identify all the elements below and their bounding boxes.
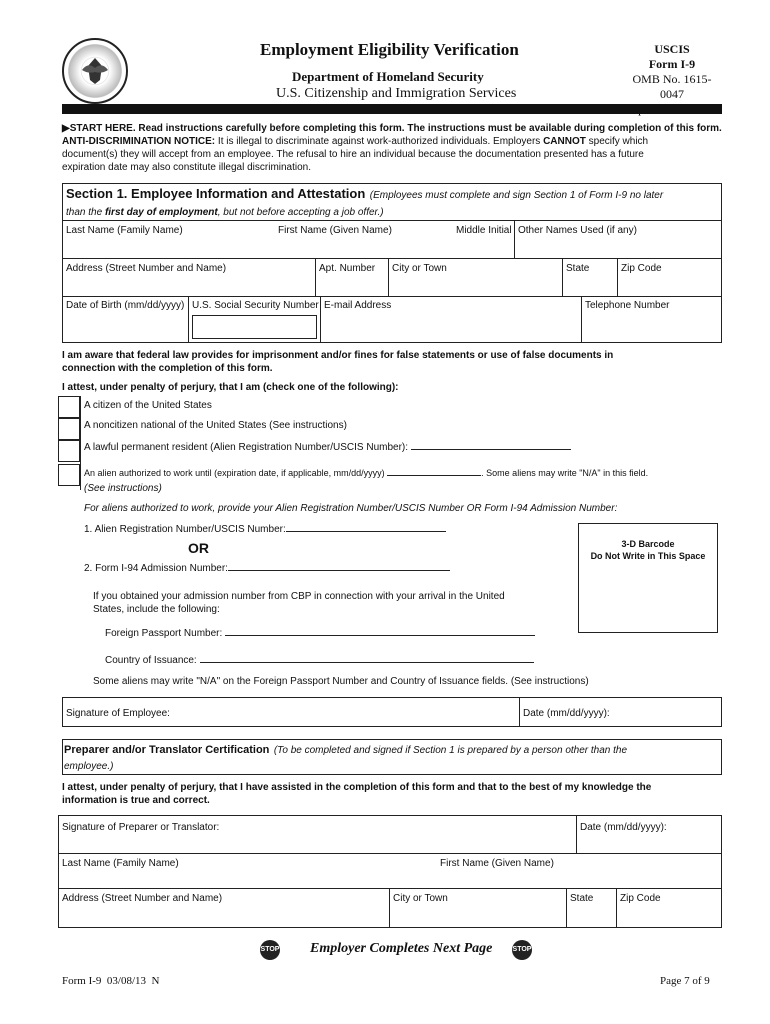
aware-line-1: I am aware that federal law provides for imprisonment and/or fines for false statements or use of false documents in	[62, 350, 614, 361]
intro-block	[62, 122, 727, 174]
preparer-first-name-label: First Name (Given Name)	[440, 858, 554, 869]
anti-line-3: expiration date may also constitute illegal discrimination.	[62, 162, 312, 173]
email-label: E-mail Address	[324, 300, 392, 311]
passport-input[interactable]	[225, 635, 535, 636]
alien-registration-input[interactable]	[286, 531, 446, 532]
lpr-checkbox[interactable]	[58, 440, 80, 462]
ssn-input[interactable]	[192, 315, 317, 339]
alien-see-instructions: (See instructions)	[84, 483, 162, 494]
ssn-label: U.S. Social Security Number	[192, 300, 319, 311]
city-label: City or Town	[392, 263, 447, 274]
cbp-line-1: If you obtained your admission number from CBP in connection with your arrival in the United	[93, 591, 505, 602]
preparer-state-label: State	[570, 893, 594, 904]
alien-expiration-field[interactable]	[387, 475, 481, 476]
cbp-line-2: States, include the following:	[93, 604, 220, 615]
barcode-line-2: Do Not Write in This Space	[590, 551, 706, 561]
preparer-last-name-label: Last Name (Family Name)	[62, 858, 179, 869]
lpr-text: A lawful permanent resident (Alien Registration Number/USCIS Number):	[84, 442, 409, 453]
or-text: OR	[188, 540, 209, 556]
dob-label: Date of Birth (mm/dd/yyyy)	[66, 300, 185, 311]
department-name: Department of Homeland Security	[292, 69, 484, 84]
country-input[interactable]	[200, 662, 534, 663]
preparer-city-label: City or Town	[393, 893, 448, 904]
other-names-label: Other Names Used (if any)	[518, 225, 637, 236]
stop-icon-right: STOP	[512, 940, 532, 960]
middle-initial-label: Middle Initial	[456, 225, 512, 236]
preparer-note: (To be completed and signed if Section 1 is prepared by a person other than the	[273, 745, 628, 756]
last-first-name-input[interactable]	[66, 238, 511, 256]
barcode-text	[578, 538, 718, 562]
note-b: first day of employment	[104, 207, 218, 218]
form-number: Form I-9	[648, 57, 696, 71]
address-label: Address (Street Number and Name)	[66, 263, 227, 274]
i94-item	[84, 563, 450, 574]
preparer-title: Preparer and/or Translator Certification	[64, 744, 270, 756]
lpr-option	[84, 442, 571, 453]
employee-signature-label: Signature of Employee:	[66, 708, 170, 719]
preparer-heading	[64, 742, 719, 774]
address-input[interactable]	[66, 276, 311, 294]
alien-na-text: . Some aliens may write "N/A" in this field.	[481, 468, 649, 478]
item2-label: 2. Form I-94 Admission Number:	[84, 563, 228, 574]
preparer-note-2: employee.)	[64, 761, 114, 772]
apt-label: Apt. Number	[319, 263, 376, 274]
aware-line-2: connection with the completion of this form.	[62, 363, 273, 374]
form-title: Employment Eligibility Verification	[260, 40, 519, 59]
start-instructions: Read instructions carefully before completing this form. The instructions must be available during completion of this form.	[138, 123, 722, 134]
anti-text-2: specify which	[588, 136, 649, 147]
preparer-address-label: Address (Street Number and Name)	[62, 893, 223, 904]
item1-label: 1. Alien Registration Number/USCIS Number:	[84, 524, 286, 535]
form-revision: Form I-9 03/08/13 N	[62, 975, 160, 987]
cannot-text: CANNOT	[543, 136, 586, 147]
lpr-number-field[interactable]	[411, 449, 571, 450]
agency-name: U.S. Citizenship and Immigration Services	[276, 86, 517, 101]
page-number: Page 7 of 9	[660, 975, 710, 987]
preparer-zip-label: Zip Code	[620, 893, 661, 904]
employee-date-label: Date (mm/dd/yyyy):	[523, 708, 610, 719]
other-names-input[interactable]	[518, 238, 718, 256]
zip-label: Zip Code	[621, 263, 662, 274]
preparer-signature-label: Signature of Preparer or Translator:	[62, 822, 220, 833]
dhs-seal	[62, 38, 128, 104]
i94-input[interactable]	[228, 570, 450, 571]
section1-note: (Employees must complete and sign Section 1 of Form I-9 no later	[369, 190, 664, 201]
omb-number: OMB No. 1615-0047	[632, 72, 712, 101]
employer-next-page: Employer Completes Next Page	[310, 941, 493, 956]
header-divider	[62, 104, 722, 114]
barcode-line-1: 3-D Barcode	[621, 539, 675, 549]
passport-item	[105, 628, 535, 639]
country-item	[105, 655, 534, 666]
alien-registration-item	[84, 524, 446, 535]
section1-heading	[66, 186, 716, 220]
uscis-label: USCIS	[654, 42, 690, 56]
last-name-label: Last Name (Family Name)	[66, 225, 183, 236]
section1-title: Section 1. Employee Information and Attestation	[66, 186, 366, 201]
anti-line-2: document(s) they will accept from an employee. The refusal to hire an individual because the documentation presented has a future	[62, 149, 644, 160]
alien-option	[84, 468, 648, 478]
citizen-checkbox[interactable]	[58, 396, 80, 418]
preparer-attest	[62, 781, 727, 807]
start-here: ▶START HERE.	[62, 123, 136, 134]
anti-discrimination-label: ANTI-DISCRIMINATION NOTICE:	[62, 136, 216, 147]
na-note: Some aliens may write "N/A" on the Foreign Passport Number and Country of Issuance fields. (See instructions)	[93, 676, 589, 687]
cbp-note	[93, 590, 505, 616]
aliens-note: For aliens authorized to work, provide your Alien Registration Number/USCIS Number OR Form I-94 Admission Number:	[84, 503, 618, 514]
aware-statement	[62, 349, 727, 375]
alien-checkbox[interactable]	[58, 464, 80, 486]
phone-label: Telephone Number	[585, 300, 670, 311]
citizen-option: A citizen of the United States	[84, 400, 212, 411]
preparer-attest-2: information is true and correct.	[62, 795, 210, 806]
state-label: State	[566, 263, 590, 274]
first-name-label: First Name (Given Name)	[278, 225, 392, 236]
preparer-date-label: Date (mm/dd/yyyy):	[580, 822, 667, 833]
preparer-attest-1: I attest, under penalty of perjury, that I have assisted in the completion of this form and that to the best of my knowledge the	[62, 782, 652, 793]
attest-statement: I attest, under penalty of perjury, that I am (check one of the following):	[62, 382, 399, 393]
passport-label: Foreign Passport Number:	[105, 628, 223, 639]
country-label: Country of Issuance:	[105, 655, 197, 666]
anti-text: It is illegal to discriminate against work-authorized individuals. Employers	[217, 136, 541, 147]
alien-text: An alien authorized to work until (expiration date, if applicable, mm/dd/yyyy)	[84, 468, 385, 478]
stop-icon: STOP	[260, 940, 280, 960]
noncitizen-checkbox[interactable]	[58, 418, 80, 440]
note-c: , but not before accepting a job offer.)	[217, 207, 384, 218]
note-a: than the	[66, 207, 103, 218]
noncitizen-option: A noncitizen national of the United States (See instructions)	[84, 420, 347, 431]
